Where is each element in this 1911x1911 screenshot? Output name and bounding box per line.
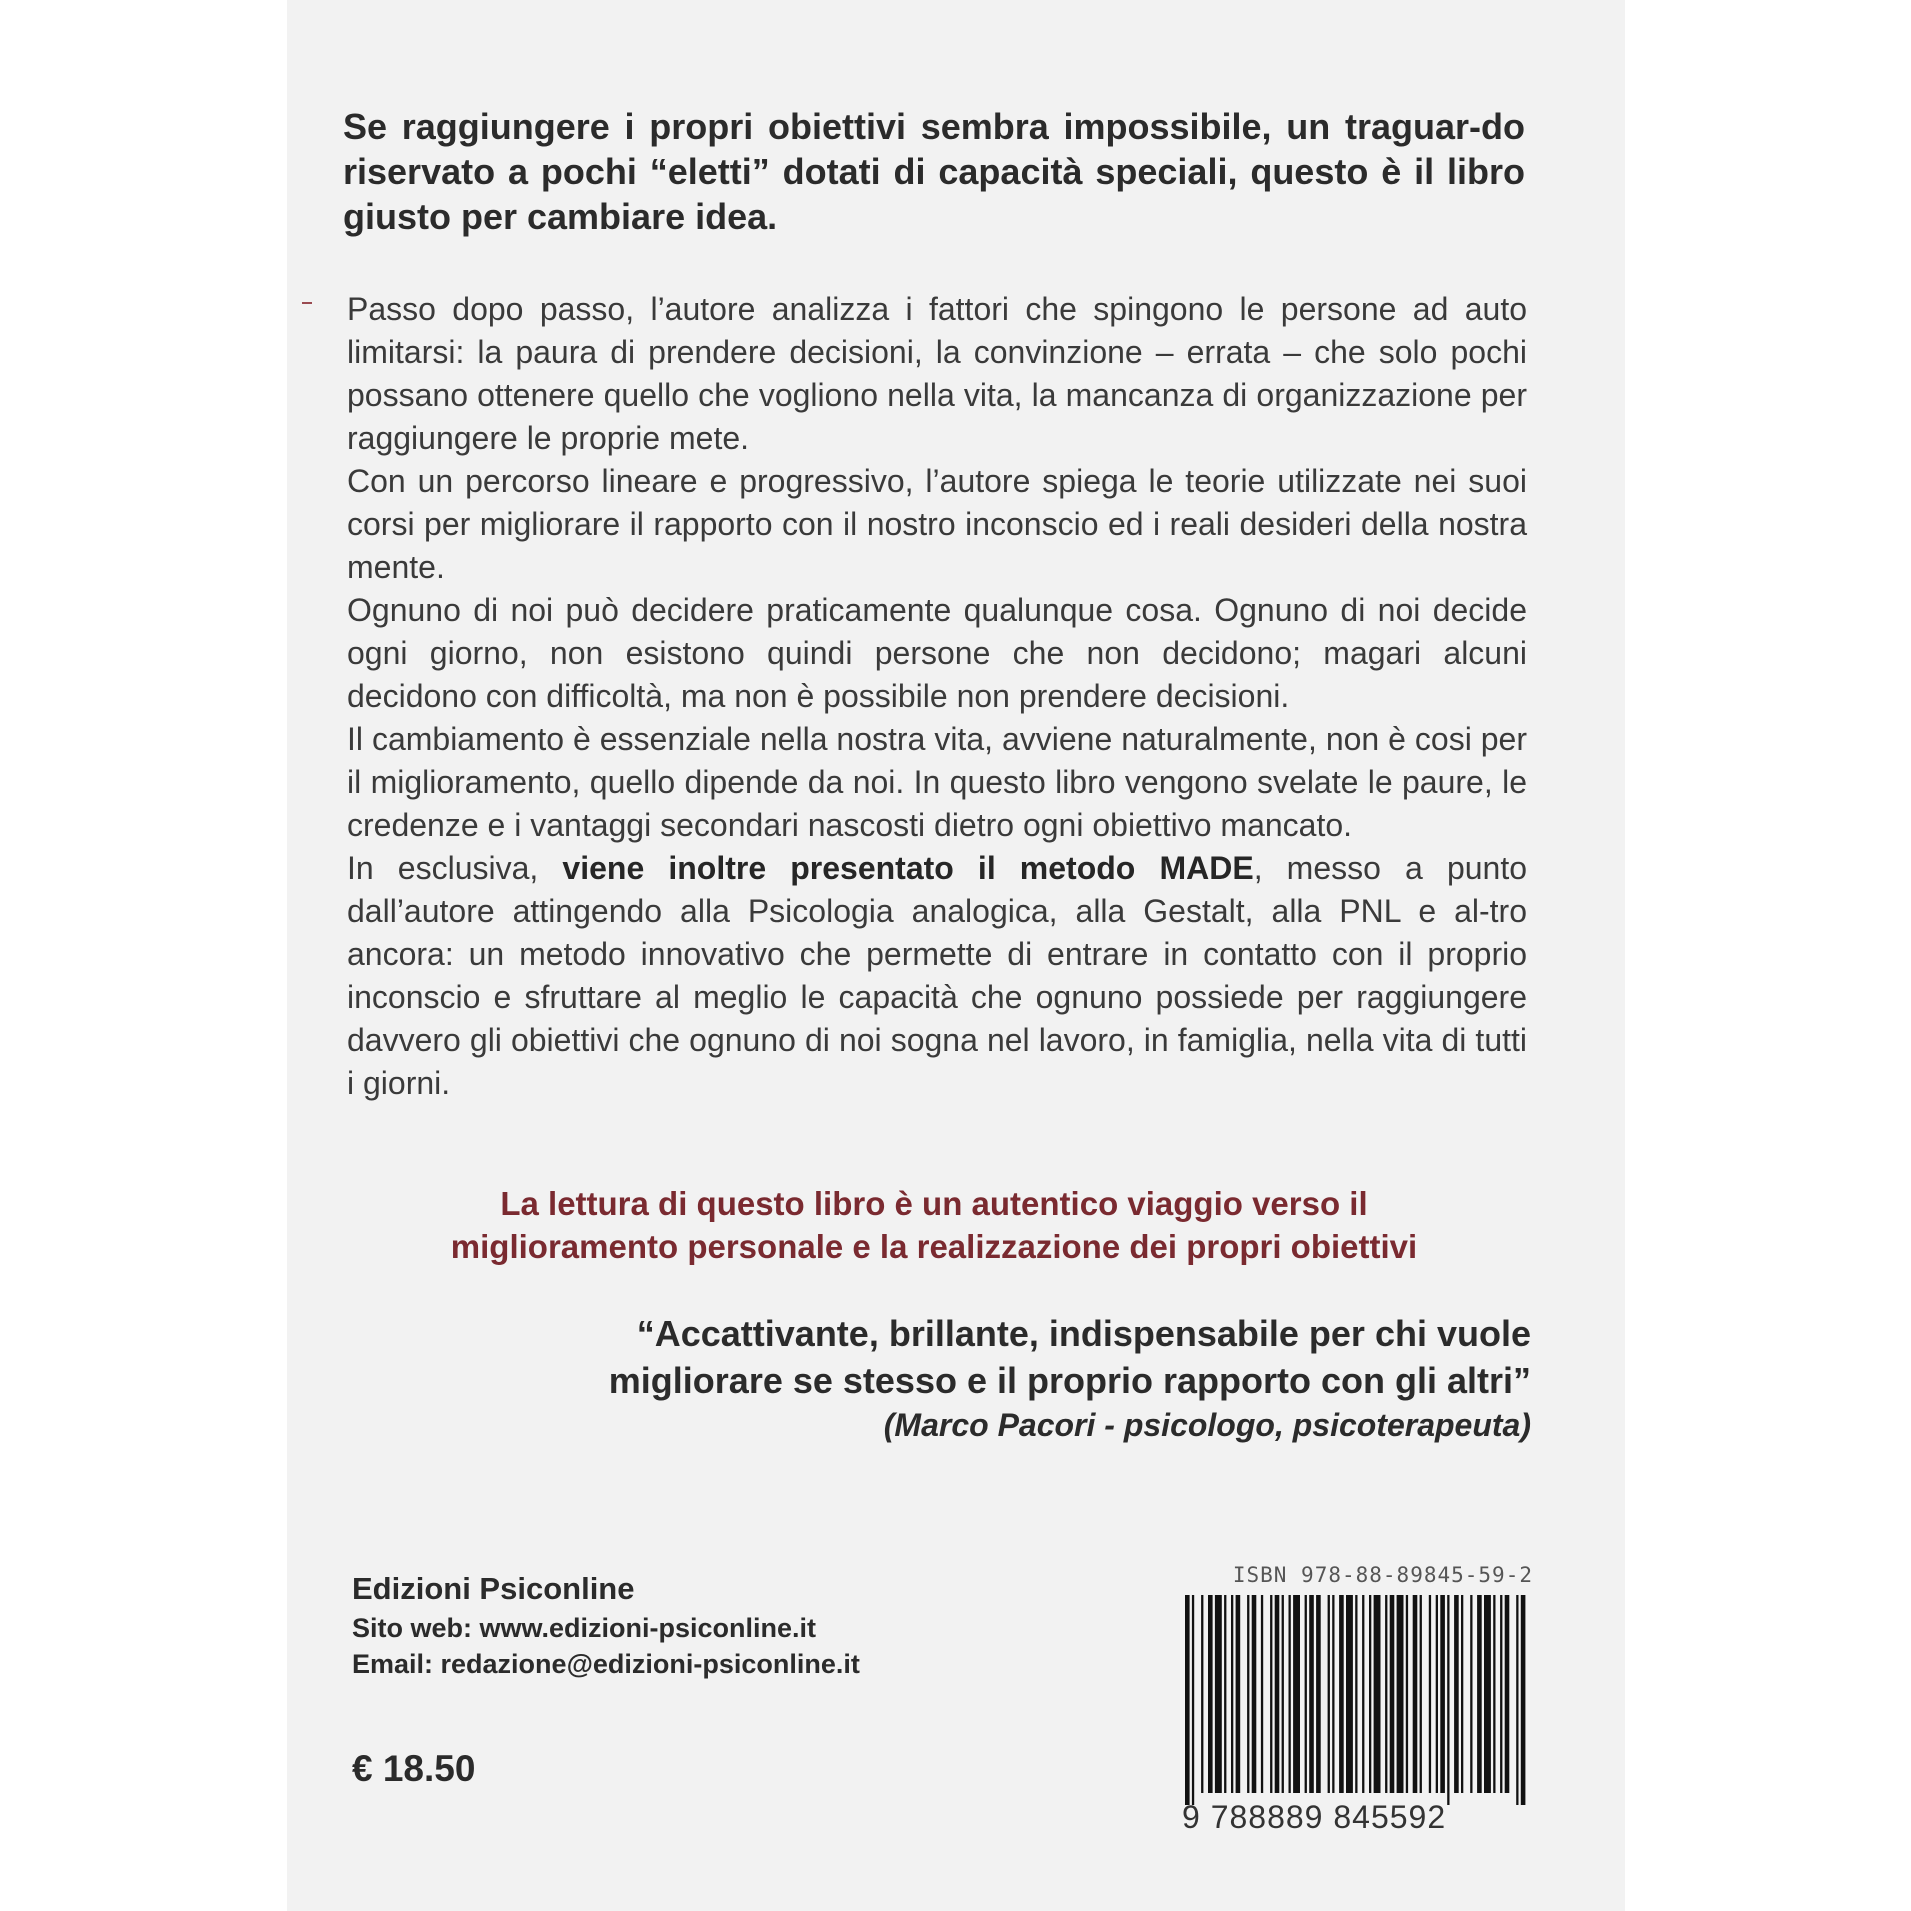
barcode-digits: 9 788889 845592 [1182, 1799, 1447, 1835]
barcode-bar [1374, 1595, 1381, 1793]
barcode-bar [1516, 1595, 1518, 1805]
description-paragraph-4: Il cambiamento è essenziale nella nostra vita, avviene naturalmente, non è cosi per il miglioramento, quello dipende da noi. In questo libro vengono svelate le paure, le credenze e i vantaggi secondari nascosti dietro ogni obiettivo mancato. [347, 721, 1527, 843]
price-label: € 18.50 [352, 1748, 476, 1789]
barcode-bars [1185, 1595, 1530, 1805]
barcode-bar [1521, 1595, 1526, 1805]
barcode-bar [1454, 1595, 1459, 1793]
quote-line-1: “Accattivante, brillante, indispensabile per chi vuole [636, 1313, 1531, 1354]
barcode [1185, 1595, 1530, 1805]
barcode-bar [1362, 1595, 1364, 1793]
barcode-bar [1309, 1595, 1314, 1793]
paragraph-5-lead: In esclusiva, [347, 850, 563, 886]
barcode-bar [1461, 1595, 1463, 1793]
barcode-bar [1185, 1595, 1190, 1805]
barcode-bar [1440, 1595, 1445, 1793]
barcode-bar [1500, 1595, 1502, 1793]
publisher-name: Edizioni Psiconline [352, 1571, 635, 1606]
barcode-bar [1252, 1595, 1257, 1793]
decorative-mark [302, 302, 312, 304]
publisher-info [352, 1568, 1052, 1682]
barcode-bar [1231, 1595, 1233, 1793]
publisher-email: Email: redazione@edizioni-psiconline.it [352, 1649, 860, 1679]
barcode-bar [1247, 1595, 1249, 1793]
barcode-bar [1447, 1595, 1449, 1805]
barcode-bar [1390, 1595, 1395, 1793]
barcode-bar [1429, 1595, 1431, 1793]
barcode-bar [1484, 1595, 1491, 1793]
description-paragraph-2: Con un percorso lineare e progressivo, l’autore spiega le teorie utilizzate nei suoi corsi per migliorare il rapporto con il nostro inconscio ed i reali desideri della nostra mente. [347, 463, 1527, 585]
barcode-bar [1236, 1595, 1241, 1793]
barcode-bar [1420, 1595, 1422, 1793]
intro-paragraph: Se raggiungere i propri obiettivi sembra impossibile, un traguar-do riservato a pochi “eletti” dotati di capacità speciali, questo è il libro giusto per cambiare idea. [343, 106, 1525, 237]
made-method-highlight: viene inoltre presentato il metodo MADE [562, 850, 1254, 886]
barcode-bar [1339, 1595, 1344, 1793]
barcode-bar [1332, 1595, 1334, 1793]
barcode-bar [1208, 1595, 1213, 1793]
barcode-bar [1215, 1595, 1222, 1793]
barcode-bar [1305, 1595, 1307, 1793]
description-paragraph-5 [347, 847, 1527, 1105]
publisher-website: Sito web: www.edizioni-psiconline.it [352, 1613, 817, 1643]
quote-line-2: migliorare se stesso e il proprio rapporto con gli altri” [608, 1360, 1531, 1401]
tagline-line-2: miglioramento personale e la realizzazione dei propri obiettivi [450, 1228, 1418, 1265]
barcode-bar [1224, 1595, 1226, 1793]
barcode-bar [1289, 1595, 1291, 1793]
barcode-bar [1293, 1595, 1300, 1793]
description-body [347, 288, 1527, 1105]
barcode-bar [1477, 1595, 1482, 1793]
barcode-bar [1201, 1595, 1203, 1793]
testimonial-quote [343, 1310, 1531, 1446]
barcode-bar [1385, 1595, 1387, 1793]
barcode-bar [1346, 1595, 1353, 1793]
barcode-bar [1397, 1595, 1404, 1793]
barcode-bar [1261, 1595, 1263, 1793]
barcode-bar [1192, 1595, 1194, 1805]
barcode-bar [1282, 1595, 1284, 1793]
barcode-bar [1270, 1595, 1272, 1793]
description-paragraph-3: Ognuno di noi può decidere praticamente qualunque cosa. Ognuno di noi decide ogni giorno, non esistono quindi persone che non decidono; magari alcuni decidono con difficoltà, ma non è possibile non prendere decisioni. [347, 592, 1527, 714]
barcode-bar [1275, 1595, 1280, 1793]
barcode-bar [1406, 1595, 1408, 1793]
barcode-bar [1355, 1595, 1357, 1793]
tagline-line-1: La lettura di questo libro è un autentico viaggio verso il [500, 1185, 1368, 1222]
paragraph-5-rest: , messo a punto dall’autore attingendo alla Psicologia analogica, alla Gestalt, alla PNL e al-tro ancora: un metodo innovativo che permette di entrare in contatto con il proprio inconscio e sfruttare al meglio le capacità che ognuno possiede per raggiungere davvero gli obiettivi che ognuno di noi sogna nel lavoro, in famiglia, nella vita di tutti i giorni. [347, 850, 1528, 1101]
barcode-bar [1505, 1595, 1510, 1793]
isbn-label: ISBN 978-88-89845-59-2 [1232, 1563, 1533, 1587]
tagline [343, 1182, 1525, 1268]
barcode-bar [1470, 1595, 1472, 1793]
quote-author: (Marco Pacori - psicologo, psicoterapeuta) [883, 1407, 1531, 1443]
barcode-bar [1413, 1595, 1418, 1793]
description-paragraph-1: Passo dopo passo, l’autore analizza i fattori che spingono le persone ad auto limitarsi: la paura di prendere decisioni, la convinzione – errata – che solo pochi possano ottenere quello che vogliono nella vita, la mancanza di organizzazione per raggiungere le proprie mete. [347, 291, 1527, 456]
barcode-bar [1328, 1595, 1330, 1793]
barcode-bar [1369, 1595, 1371, 1793]
barcode-bar [1316, 1595, 1321, 1793]
barcode-bar [1493, 1595, 1495, 1793]
barcode-bar [1436, 1595, 1438, 1793]
